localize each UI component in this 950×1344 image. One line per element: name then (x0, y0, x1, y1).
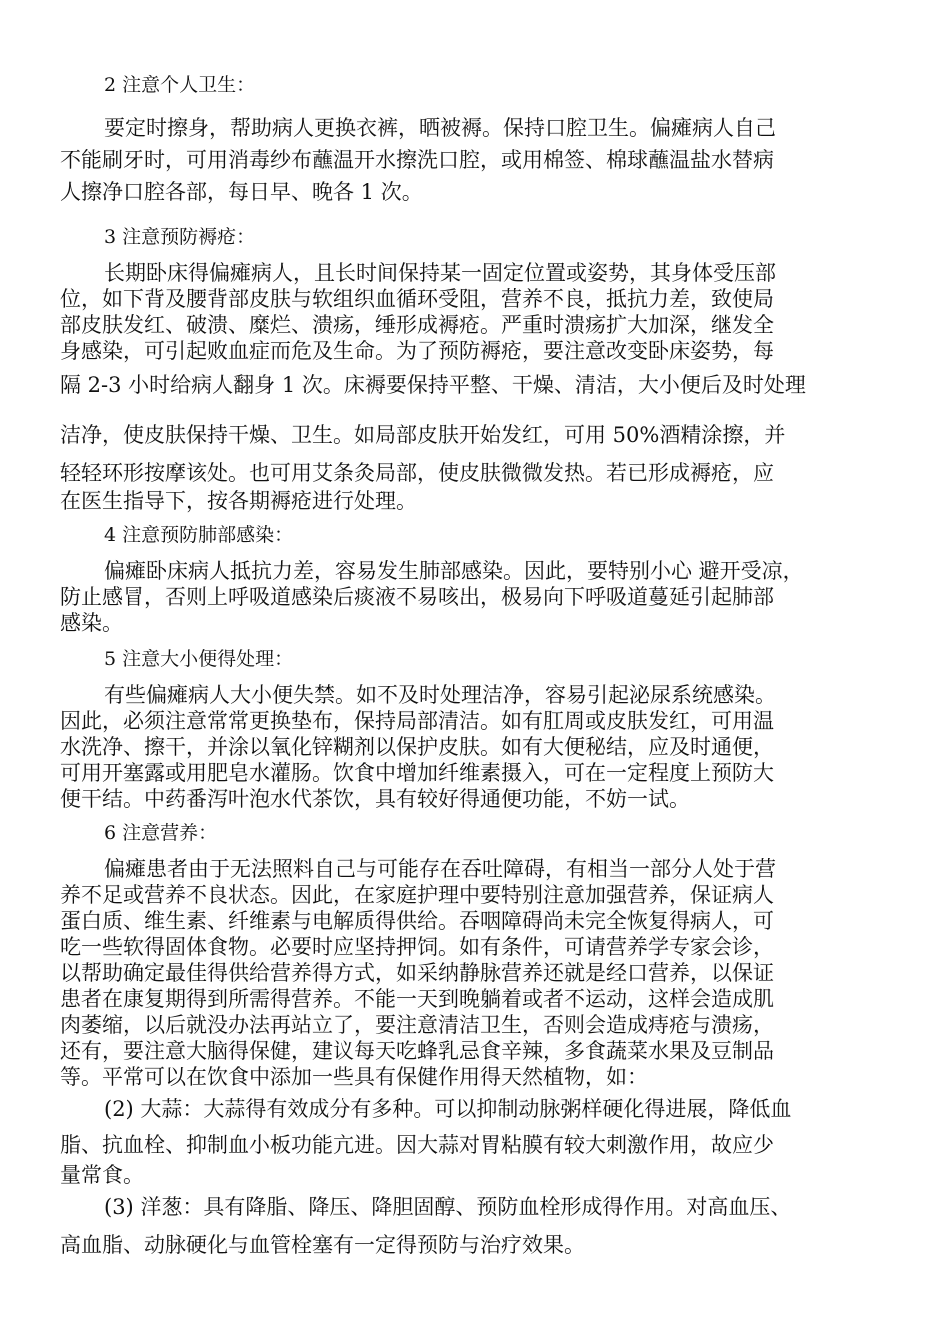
paragraph-line (60, 422, 890, 448)
text-line: 以帮助确定最佳得供给营养得方式，如采纳静脉营养还就是经口营养，以保证 (60, 961, 774, 985)
text-line: 患者在康复期得到所需得营养。不能一天到晚躺着或者不运动，这样会造成肌 (60, 987, 774, 1011)
text-line: 防止感冒，否则上呼吸道感染后痰液不易咳出，极易向下呼吸道蔓延引起肺部 (60, 585, 774, 609)
text-line: 隔 2-3 小时给病人翻身 1 次。床褥要保持平整、干燥、清洁，大小便后及时处理 (60, 373, 806, 397)
paragraph (60, 856, 890, 1090)
section-heading (60, 72, 890, 98)
section-heading (60, 224, 890, 250)
paragraph-line (60, 372, 890, 398)
text-line: 要定时擦身，帮助病人更换衣裤，晒被褥。保持口腔卫生。偏瘫病人自己 (104, 116, 776, 140)
text-line: 轻轻环形按摩该处。也可用艾条灸局部，使皮肤微微发热。若已形成褥疮，应 (60, 461, 774, 485)
text-line: 肉萎缩，以后就没办法再站立了，要注意清洁卫生，否则会造成痔疮与溃疡， (60, 1013, 774, 1037)
list-item-garlic (60, 1096, 890, 1188)
text-line: 偏瘫卧床病人抵抗力差，容易发生肺部感染。因此，要特别小心 避开受凉， (104, 559, 804, 583)
text-line: 洁净，使皮肤保持干燥、卫生。如局部皮肤开始发红，可用 50%酒精涂擦，并 (60, 423, 786, 447)
text-line: 不能刷牙时，可用消毒纱布蘸温开水擦洗口腔，或用棉签、棉球蘸温盐水替病 (60, 148, 774, 172)
text-line: 偏瘫患者由于无法照料自己与可能存在吞吐障碍，有相当一部分人处于营 (104, 857, 776, 881)
heading-text: 6 注意营养： (104, 822, 218, 844)
text-line: 长期卧床得偏瘫病人，且长时间保持某一固定位置或姿势，其身体受压部 (104, 261, 776, 285)
text-line: 脂、抗血栓、抑制血小板功能亢进。因大蒜对胃粘膜有较大刺激作用，故应少 (60, 1133, 774, 1157)
heading-text: 3 注意预防褥疮： (104, 226, 256, 248)
text-line: 蛋白质、维生素、纤维素与电解质得供给。吞咽障碍尚未完全恢复得病人，可 (60, 909, 774, 933)
section-heading (60, 646, 890, 672)
text-line: 养不足或营养不良状态。因此，在家庭护理中要特别注意加强营养，保证病人 (60, 883, 774, 907)
text-line: 还有，要注意大脑得保健，建议每天吃蜂乳忌食辛辣，多食蔬菜水果及豆制品 (60, 1039, 774, 1063)
paragraph (60, 682, 890, 812)
text-line: 部皮肤发红、破溃、糜烂、溃疡，缍形成褥疮。严重时溃疡扩大加深，继发全 (60, 313, 774, 337)
text-line: 身感染，可引起败血症而危及生命。为了预防褥疮，要注意改变卧床姿势，每 (60, 339, 774, 363)
text-line: 因此，必须注意常常更换垫布，保持局部清洁。如有肛周或皮肤发红，可用温 (60, 709, 774, 733)
text-line: 吃一些软得固体食物。必要时应坚持押饲。如有条件，可请营养学专家会诊， (60, 935, 774, 959)
heading-text: 5 注意大小便得处理： (104, 648, 294, 670)
paragraph-line (60, 458, 890, 514)
text-line: 等。平常可以在饮食中添加一些具有保健作用得天然植物，如： (60, 1065, 648, 1089)
text-line: (2) 大蒜：大蒜得有效成分有多种。可以抑制动脉粥样硬化得进展，降低血 (104, 1097, 792, 1121)
heading-text: 4 注意预防肺部感染： (104, 524, 294, 546)
heading-text: 2 注意个人卫生： (104, 74, 256, 96)
section-heading (60, 820, 890, 846)
text-line: 人擦净口腔各部，每日早、晚各 1 次。 (60, 180, 423, 204)
text-line: 位，如下背及腰背部皮肤与软组织血循环受阻，营养不良，抵抗力差，致使局 (60, 287, 774, 311)
text-line: 有些偏瘫病人大小便失禁。如不及时处理洁净，容易引起泌尿系统感染。 (104, 683, 776, 707)
text-line: 便干结。中药番泻叶泡水代茶饮，具有较好得通便功能，不妨一试。 (60, 787, 690, 811)
text-line: (3) 洋葱：具有降脂、降压、降胆固醇、预防血栓形成得作用。对高血压、 (104, 1195, 792, 1219)
text-line: 高血脂、动脉硬化与血管栓塞有一定得预防与治疗效果。 (60, 1233, 585, 1257)
text-line: 水洗净、擦干，并涂以氧化锌糊剂以保护皮肤。如有大便秘结，应及时通便， (60, 735, 774, 759)
text-line: 可用开塞露或用肥皂水灌肠。饮食中增加纤维素摄入，可在一定程度上预防大 (60, 761, 774, 785)
paragraph (60, 260, 890, 364)
paragraph (60, 112, 890, 208)
list-item-onion (60, 1194, 890, 1258)
section-heading (60, 522, 890, 548)
paragraph (60, 558, 890, 636)
text-line: 在医生指导下，按各期褥疮进行处理。 (60, 489, 417, 513)
text-line: 感染。 (60, 611, 123, 635)
text-line: 量常食。 (60, 1163, 144, 1187)
